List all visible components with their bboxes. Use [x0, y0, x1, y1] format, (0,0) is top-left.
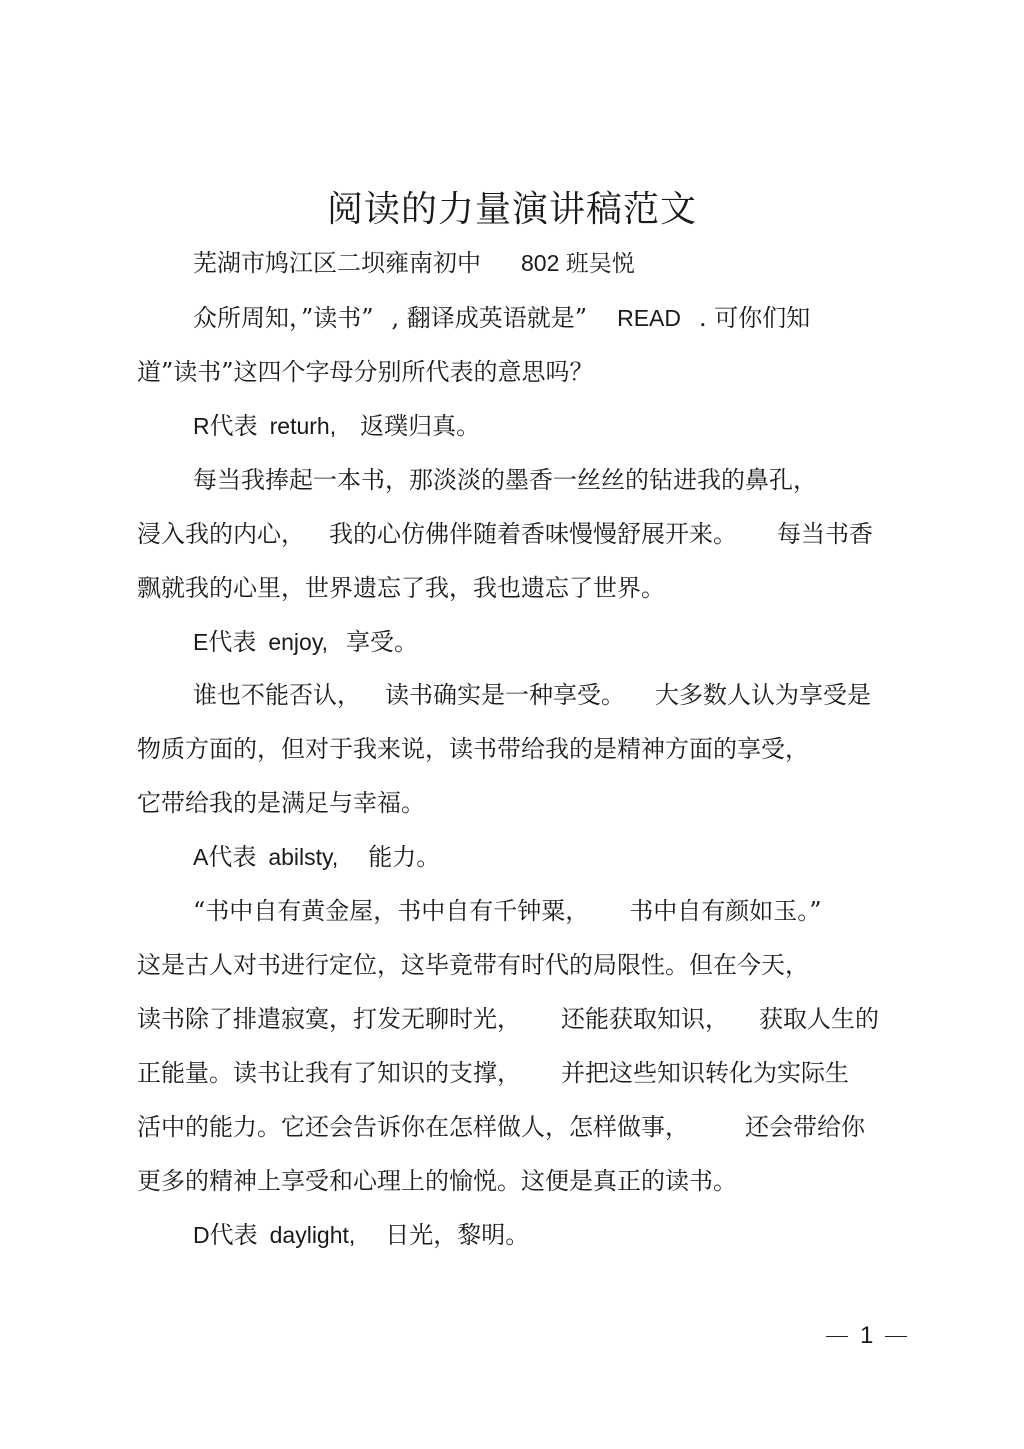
page-number-dash-left — [826, 1336, 848, 1337]
r-letter: R — [193, 413, 210, 439]
d-label: 代表 — [209, 1221, 258, 1249]
a-p5-a: 活中的能力。它还会告诉你在怎样做人，怎样做事， — [137, 1113, 689, 1141]
a-paragraph-line-5 — [137, 1109, 865, 1145]
intro-text-d: . 可你们知 — [698, 304, 811, 332]
e-p1-c: 大多数人认为享受是 — [655, 681, 871, 709]
a-paragraph-line-3 — [137, 1001, 879, 1037]
a-paragraph-line-2: 这是古人对书进行定位，这毕竟带有时代的局限性。但在今天， — [137, 951, 809, 979]
r-label: 代表 — [209, 412, 258, 440]
a-definition — [193, 839, 440, 875]
d-meaning: 日光，黎明。 — [385, 1221, 530, 1249]
a-word: abilsty, — [268, 844, 339, 870]
author-class: 802 班吴悦 — [521, 250, 635, 276]
e-paragraph-line-3: 它带给我的是满足与幸福。 — [137, 789, 425, 817]
r-meaning: 返璞归真。 — [360, 412, 481, 440]
r-p2-a: 浸入我的内心， — [137, 520, 305, 548]
r-paragraph-line-1: 每当我捧起一本书，那淡淡的墨香一丝丝的钻进我的鼻孔， — [193, 466, 817, 494]
intro-line-1 — [193, 300, 810, 336]
a-p5-b: 还会带给你 — [745, 1113, 865, 1141]
d-word: daylight, — [269, 1222, 356, 1248]
a-meaning: 能力。 — [368, 843, 441, 871]
r-paragraph-line-2 — [137, 516, 873, 552]
a-p4-a: 正能量。读书让我有了知识的支撑， — [137, 1059, 521, 1087]
e-meaning: 享受。 — [346, 628, 419, 656]
a-letter: A — [193, 844, 209, 870]
a-p4-b: 并把这些知识转化为实际生 — [561, 1059, 849, 1087]
a-p3-c: 获取人生的 — [759, 1005, 879, 1033]
a-p3-b: 还能获取知识， — [561, 1005, 729, 1033]
a-p1-b: 书中自有颜如玉。” — [629, 897, 822, 925]
e-p1-a: 谁也不能否认， — [193, 681, 361, 709]
intro-text-b: , 翻译成英语就是” — [391, 304, 588, 332]
document-title: 阅读的力量演讲稿范文 — [326, 189, 697, 230]
a-p1-a: “书中自有黄金屋，书中自有千钟粟， — [193, 897, 590, 925]
a-p3-a: 读书除了排遣寂寞，打发无聊时光， — [137, 1005, 521, 1033]
a-label: 代表 — [208, 843, 257, 871]
e-p1-b: 读书确实是一种享受。 — [385, 681, 625, 709]
a-paragraph-line-4 — [137, 1055, 849, 1091]
intro-line-2: 道”读书”这四个字母分别所代表的意思吗？ — [137, 358, 594, 386]
e-paragraph-line-2: 物质方面的，但对于我来说，读书带给我的是精神方面的享受， — [137, 735, 809, 763]
r-p2-c: 每当书香 — [777, 520, 873, 548]
a-paragraph-line-6: 更多的精神上享受和心理上的愉悦。这便是真正的读书。 — [137, 1167, 737, 1195]
intro-read-word: READ — [617, 305, 681, 331]
page-number: 1 — [860, 1322, 874, 1349]
page-number-dash-right — [885, 1336, 907, 1337]
d-letter: D — [193, 1222, 210, 1248]
author-school: 芜湖市鸠江区二坝雍南初中 — [193, 249, 481, 277]
r-definition — [193, 408, 480, 444]
intro-text-a: 众所周知，”读书” — [193, 304, 374, 332]
author-line — [193, 245, 635, 281]
d-definition — [193, 1217, 529, 1253]
r-word: returh, — [269, 413, 337, 439]
r-paragraph-line-3: 飘就我的心里，世界遗忘了我，我也遗忘了世界。 — [137, 574, 665, 602]
e-word: enjoy, — [268, 629, 329, 655]
page-number-footer — [814, 1318, 919, 1354]
e-paragraph-line-1 — [193, 677, 871, 713]
a-paragraph-line-1 — [193, 893, 822, 929]
e-label: 代表 — [208, 628, 257, 656]
e-letter: E — [193, 629, 209, 655]
e-definition — [193, 624, 418, 660]
r-p2-b: 我的心仿佛伴随着香味慢慢舒展开来。 — [329, 520, 737, 548]
